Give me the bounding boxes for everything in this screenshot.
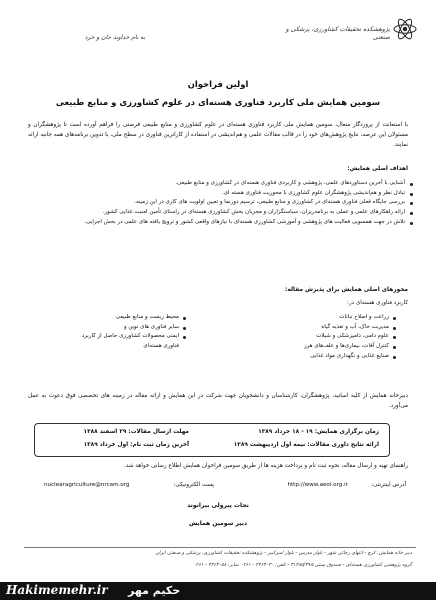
footer-phone: گروه پژوهشی کشاورزی هسته‌ای - صندوق پستی:۳۱۴۸۵/۴۹۸ - تلفن: ۴۴۶۴۰۳۰ - ۰۲۶۱ نمابر: ۴۴۶۴۰۵۸ - ۰۲۶۱ (193, 563, 412, 568)
invocation-text: به نام خداوند جان و خرد (84, 34, 146, 41)
list-item: تبادل نظر و هم‌اندیشی پژوهشگران علوم کشاورزی با محوریت فناوری هسته‌ ای. (28, 189, 413, 199)
conference-date: زمان برگزاری همایش: ۱۹ - ۱۸ خرداد ۱۳۸۹ (258, 429, 379, 435)
axes-list-left (36, 313, 186, 352)
referee-result-date: ارائه نتایج داوری مقالات: نیمه اول اردیبهشت ۱۳۸۹ (233, 442, 379, 448)
website-label: آدرس اینترنتی: (371, 482, 406, 488)
signatory-role: دبیر سومین همایش (188, 520, 248, 527)
website-link[interactable]: http://www.aeoi.org.ir (287, 482, 348, 488)
list-item: ارائه راهکارهای علمی و عملی به برنامه‌ریزان، سیاستگزاران و مجریان بخش کشاورزی هسته‌ای در راستای تأمین امنیت غذایی کشور. (28, 208, 413, 218)
submission-deadline: مهلت ارسال مقالات: ۲۹ اسفند ۱۳۸۸ (83, 429, 189, 435)
signatory-name: نجات پیرولی بیرانوند (187, 502, 249, 509)
axes-intro: کاربرد فناوری هسته‌ای در: (346, 300, 408, 306)
axes-heading: محورهای اصلی همایش برای پذیرش مقاله: (285, 287, 408, 293)
list-item: سایر فناوری های نوین و (36, 323, 186, 333)
registration-deadline: آخرین زمان ثبت نام: اول خرداد ۱۳۸۹ (83, 442, 189, 448)
list-item: ایمنی محصولات کشاورزی حاصل از کاربرد (36, 332, 186, 342)
goals-heading: اهداف اصلی همایش: (347, 166, 408, 172)
list-item: مدیریت خاک، آب و تغذیه گیاه (206, 323, 396, 333)
intro-paragraph: با استعانت از پروردگار متعال، سومین همایش ملی کاربرد فناوری هسته‌ای در علوم کشاورزی و منابع طبیعی فرصتی را فراهم آورده است تا پژوهشگران و مسئولان این عرصه، نتایج پژوهش‌های خود را در قالب مقالات علمی و هم‌اندیشی در استفاده از کاراترین فناوری در سطح ملی، با تدوین برنامه‌های همه جانبه ارائه نمایند. (28, 122, 408, 148)
list-item: زراعت و اصلاح نباتات (206, 313, 396, 323)
footer-divider (24, 547, 416, 548)
goals-list (28, 179, 423, 227)
watermark-persian: حکیم مهر (128, 584, 181, 597)
institute-name: پژوهشکده تحقیقات کشاورزی، پزشکی و صنعتی (285, 26, 390, 42)
axes-list-right (206, 313, 396, 361)
conference-title: سومین همایش ملی کاربرد فناوری هسته‌ای در علوم کشاورزی و منابع طبیعی (55, 98, 381, 108)
list-item: علوم دامی، دامپزشکی و شیلات (206, 332, 396, 342)
list-item: آشنایی با آخرین دستاوردهای علمی، پژوهشی و کاربردی فناوری هسته‌ای در کشاورزی و منابع طبیعی. (28, 179, 413, 189)
email-label: پست الکترونیکی: (173, 482, 214, 488)
watermark-latin: Hakimemehr.ir (6, 583, 108, 597)
footer-address: دبیر خانه همایش: کرج - انتهای رجائی شهر - بلوار مدرس - بلوار امیرکبیر - پژوهشکده تحقیقات کشاورزی، پزشکی و صنعتی ایران (155, 551, 412, 556)
list-item: صنایع غذایی و نگهداری مواد غذایی (206, 352, 396, 362)
dates-box (34, 423, 390, 457)
email-link[interactable]: nuclearagriculture@nrcam.org (44, 482, 130, 488)
list-item: محیط زیست و منابع طبیعی (36, 313, 186, 323)
watermark-bar (0, 582, 436, 600)
invitation-paragraph: دبیرخانه همایش از کلیه اساتید، پژوهشگران، کارشناسان و دانشجویان جهت شرکت در این همایش و ارائه مقاله در زمینه های تخصصی فوق دعوت به عمل می‌آورد. (28, 393, 408, 409)
call-title: اولین فراخوان (187, 80, 249, 90)
list-item: کنترل آفات، بیماری‌ها و علف‌های هرز (206, 342, 396, 352)
registration-note: راهنمای تهیه و ارسال مقاله، نحوه ثبت نام و پرداخت هزینه ها از طریق سومین فراخوان همایش اطلاع رسانی خواهد شد. (123, 463, 408, 469)
institute-header (268, 16, 418, 66)
atom-logo-icon (392, 16, 418, 42)
list-item: بررسی جایگاه فعلی فناوری هسته‌ای در کشاورزی و منابع طبیعی، ترسیم دورنما و تعیین اولویت های کاری در این زمینه. (28, 198, 413, 208)
list-item: تلاش در جهت همسویی فعالیت های پژوهشی و آموزشی کشاورزی هسته‌ای با نیازهای واقعی کشور و ترویج یافته های علمی در بخش اجرایی. (28, 218, 413, 228)
list-item: فناوری هسته‌ای (143, 342, 179, 349)
